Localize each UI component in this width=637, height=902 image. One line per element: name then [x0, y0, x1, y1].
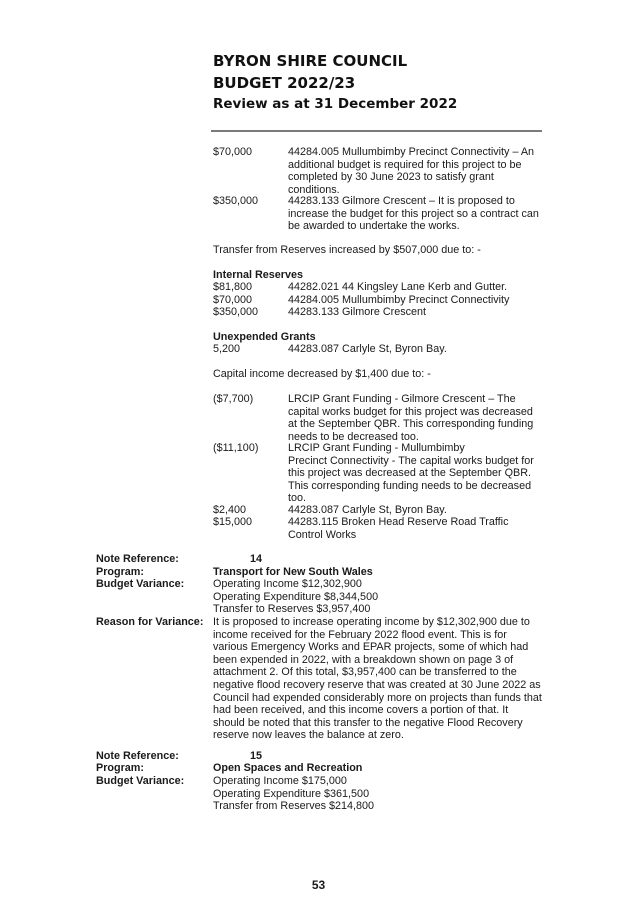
grant-amount: 5,200 [213, 343, 241, 355]
note-reference-label: Note Reference: [96, 750, 179, 762]
note-reference-number: 15 [250, 750, 263, 762]
note-reference-number: 14 [250, 553, 263, 565]
budget-variance-label: Budget Variance: [96, 775, 185, 787]
page-number: 53 [311, 878, 326, 892]
program-label: Program: [96, 762, 144, 774]
reason-for-variance-label: Reason for Variance: [96, 616, 204, 628]
capital-description: 44283.115 Broken Head Reserve Road Traffic Control Works [288, 516, 509, 541]
budget-variance-values: Operating Income $12,302,900 Operating Expenditure $8,344,500 Transfer to Reserves $3,957,400 [213, 578, 379, 616]
capital-description: LRCIP Grant Funding - Gilmore Crescent – The capital works budget for this project was decreased at the September QBR. This corresponding funding needs to be decreased too. [288, 393, 534, 443]
budget-variance-label: Budget Variance: [96, 578, 185, 590]
item-description: 44284.005 Mullumbimby Precinct Connectivity – An additional budget is required for this project to be completed by 30 June 2023 to satisfy grant conditions. [288, 146, 535, 196]
item-description: 44283.133 Gilmore Crescent – It is proposed to increase the budget for this project so a contract can be awarded to undertake the works. [288, 195, 539, 233]
reserve-amount: $81,800 [213, 281, 253, 293]
review-date: Review as at 31 December 2022 [213, 96, 458, 112]
reserve-amount: $70,000 [213, 294, 253, 306]
capital-income-text: Capital income decreased by $1,400 due to: - [213, 368, 431, 380]
item-amount: $350,000 [213, 195, 259, 207]
internal-reserves-heading: Internal Reserves [213, 269, 304, 281]
capital-amount: $15,000 [213, 516, 253, 528]
program-name: Open Spaces and Recreation [213, 762, 363, 774]
capital-description: LRCIP Grant Funding - Mullumbimby Precinct Connectivity - The capital works budget for this project was decreased at the September QBR. This corresponding funding needs to be decreased too. [288, 442, 534, 505]
reason-for-variance-text: It is proposed to increase operating income by $12,302,900 due to income received for the February 2022 flood event. This is for various Emergency Works and EPAR projects, some of which had been expended in 2022, with a breakdown shown on page 3 of attachment 2. Of this total, $3,957,400 can be transferred to the negative flood recovery reserve that was created at 30 June 2022 as Council had expended considerably more on projects than funds that had been received, and this income covers a portion of that. It should be noted that this transfer to the negative Flood Recovery reserve now leaves the balance at zero. [213, 616, 542, 742]
program-name: Transport for New South Wales [213, 566, 373, 578]
budget-variance-values: Operating Income $175,000 Operating Expenditure $361,500 Transfer from Reserves $214,800 [213, 775, 375, 813]
header-divider [211, 130, 542, 132]
capital-description: 44283.087 Carlyle St, Byron Bay. [288, 504, 447, 516]
item-amount: $70,000 [213, 146, 253, 158]
grant-description: 44283.087 Carlyle St, Byron Bay. [288, 343, 447, 355]
program-label: Program: [96, 566, 144, 578]
note-reference-label: Note Reference: [96, 553, 179, 565]
capital-amount: ($11,100) [213, 442, 259, 454]
reserve-description: 44284.005 Mullumbimby Precinct Connectivity [288, 294, 510, 306]
budget-title: BUDGET 2022/23 [213, 74, 356, 92]
unexpended-grants-heading: Unexpended Grants [213, 331, 316, 343]
council-name: BYRON SHIRE COUNCIL [213, 52, 408, 70]
capital-amount: $2,400 [213, 504, 247, 516]
capital-amount: ($7,700) [213, 393, 254, 405]
reserve-description: 44283.133 Gilmore Crescent [288, 306, 427, 318]
transfer-reserves-text: Transfer from Reserves increased by $507,000 due to: - [213, 244, 481, 256]
reserve-amount: $350,000 [213, 306, 259, 318]
reserve-description: 44282.021 44 Kingsley Lane Kerb and Gutter. [288, 281, 508, 293]
